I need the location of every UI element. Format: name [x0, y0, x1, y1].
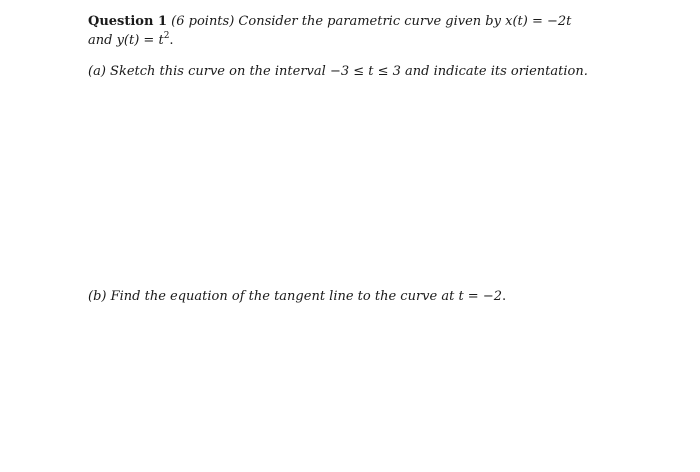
- question-title: Question 1: [88, 14, 168, 29]
- y-equation-base: t: [158, 33, 164, 48]
- y-equation-lhs: y(t) =: [116, 33, 159, 48]
- part-b-condition: t = −2: [458, 289, 502, 304]
- part-a: [88, 64, 588, 80]
- and-text: and: [88, 33, 117, 48]
- question-second-line: [88, 33, 174, 49]
- question-header-line: [88, 14, 571, 30]
- y-equation-exponent: 2: [163, 31, 170, 41]
- part-b-end: .: [501, 289, 507, 304]
- part-a-interval: −3 ≤ t ≤ 3: [329, 64, 401, 79]
- part-b: [88, 289, 506, 305]
- part-a-text: Sketch this curve on the interval: [110, 64, 330, 79]
- part-a-text-after: and indicate its orientation.: [400, 64, 588, 79]
- question-intro: Consider the parametric curve given by: [238, 14, 506, 29]
- question-end-period: .: [169, 33, 174, 48]
- x-equation-lhs: x(t) =: [505, 14, 547, 29]
- part-b-text: Find the equation of the tangent line to the curve at: [110, 289, 459, 304]
- part-a-label: (a): [88, 64, 106, 79]
- x-equation-rhs: −2t: [546, 14, 572, 29]
- question-points: (6 points): [171, 14, 235, 29]
- part-b-label: (b): [88, 289, 107, 304]
